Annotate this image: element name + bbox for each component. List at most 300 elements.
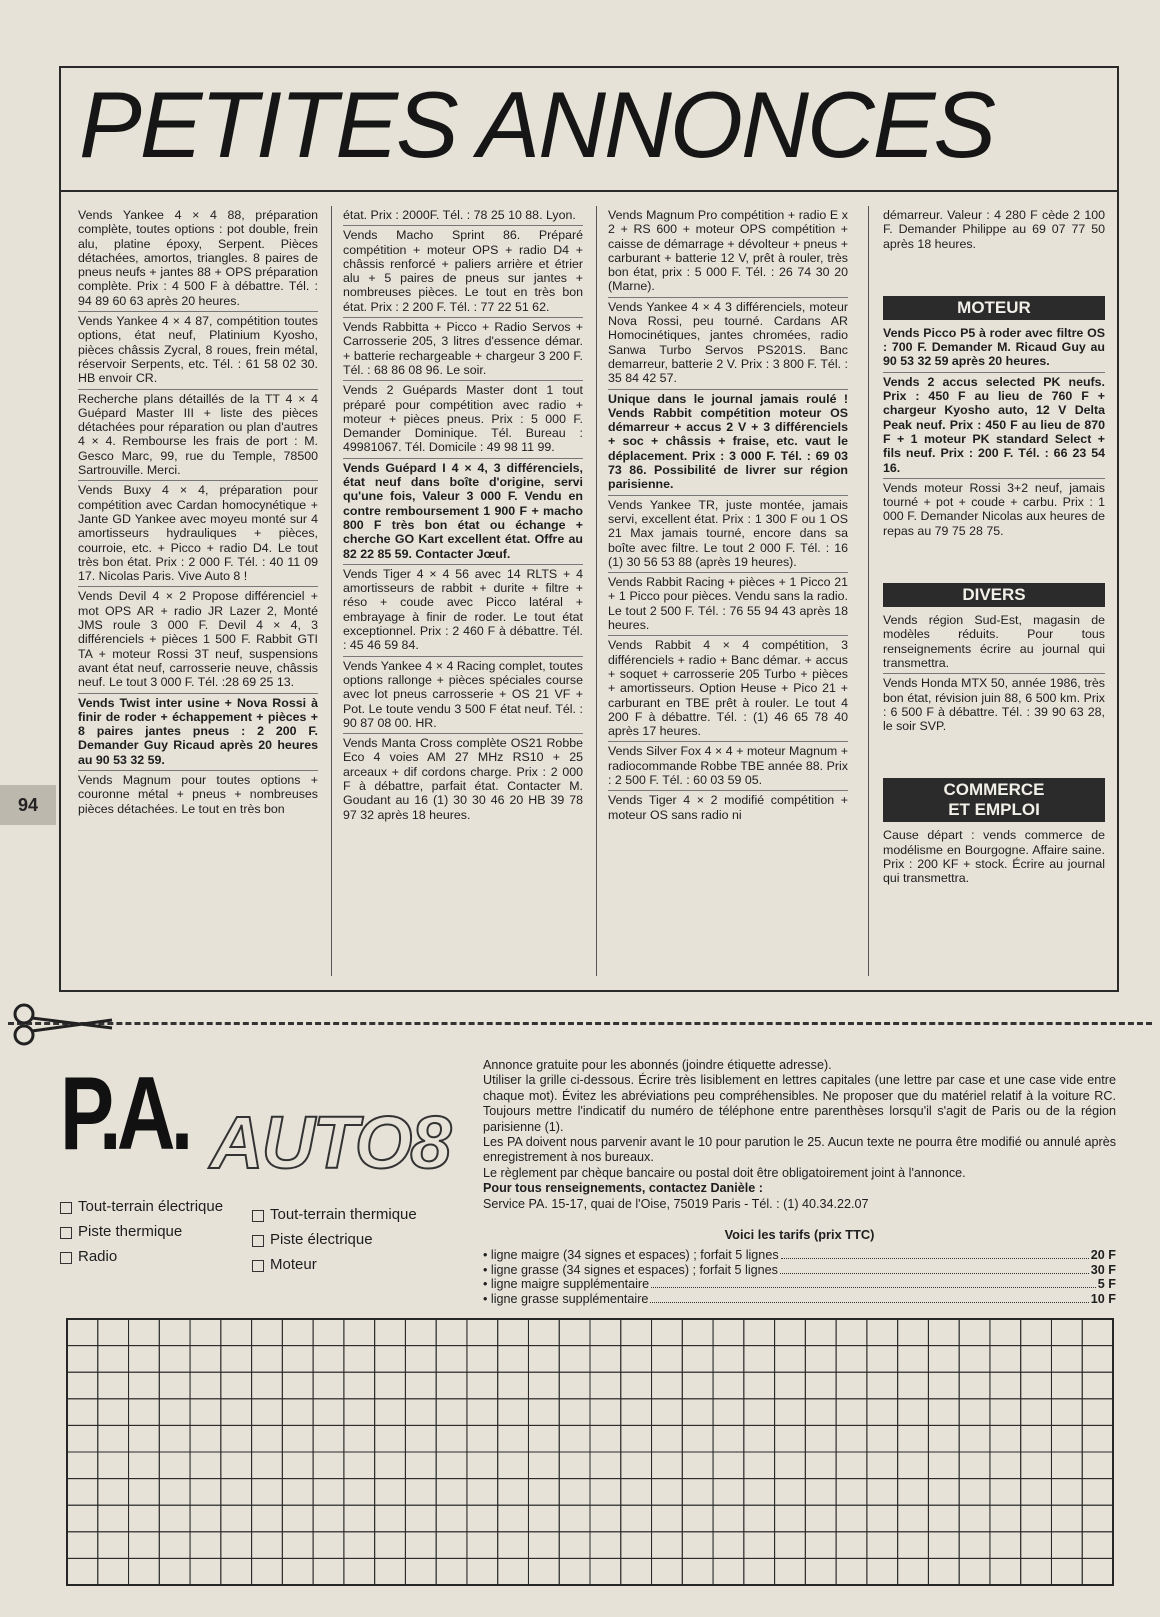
grid-cell[interactable] <box>498 1558 529 1585</box>
grid-cell[interactable] <box>744 1452 775 1479</box>
grid-cell[interactable] <box>867 1346 898 1373</box>
grid-cell[interactable] <box>713 1558 744 1585</box>
grid-cell[interactable] <box>775 1479 806 1506</box>
grid-cell[interactable] <box>621 1319 652 1346</box>
grid-cell[interactable] <box>1082 1319 1113 1346</box>
grid-cell[interactable] <box>559 1346 590 1373</box>
grid-cell[interactable] <box>559 1558 590 1585</box>
grid-cell[interactable] <box>98 1452 129 1479</box>
grid-cell[interactable] <box>159 1319 190 1346</box>
grid-cell[interactable] <box>221 1532 252 1559</box>
grid-cell[interactable] <box>652 1558 683 1585</box>
grid-cell[interactable] <box>682 1372 713 1399</box>
grid-cell[interactable] <box>344 1319 375 1346</box>
grid-cell[interactable] <box>159 1532 190 1559</box>
grid-cell[interactable] <box>405 1346 436 1373</box>
category-checkbox[interactable] <box>60 1223 230 1241</box>
grid-cell[interactable] <box>744 1505 775 1532</box>
grid-cell[interactable] <box>775 1505 806 1532</box>
grid-cell[interactable] <box>436 1479 467 1506</box>
grid-cell[interactable] <box>436 1532 467 1559</box>
grid-cell[interactable] <box>682 1452 713 1479</box>
grid-cell[interactable] <box>313 1372 344 1399</box>
grid-cell[interactable] <box>990 1558 1021 1585</box>
grid-cell[interactable] <box>990 1399 1021 1426</box>
grid-cell[interactable] <box>159 1452 190 1479</box>
grid-cell[interactable] <box>467 1505 498 1532</box>
grid-cell[interactable] <box>959 1452 990 1479</box>
grid-cell[interactable] <box>405 1479 436 1506</box>
grid-cell[interactable] <box>590 1532 621 1559</box>
grid-cell[interactable] <box>159 1372 190 1399</box>
grid-cell[interactable] <box>621 1425 652 1452</box>
grid-cell[interactable] <box>805 1372 836 1399</box>
checkbox-icon[interactable] <box>60 1252 72 1264</box>
grid-cell[interactable] <box>67 1399 98 1426</box>
grid-cell[interactable] <box>928 1319 959 1346</box>
grid-cell[interactable] <box>836 1399 867 1426</box>
grid-cell[interactable] <box>559 1319 590 1346</box>
grid-cell[interactable] <box>436 1558 467 1585</box>
grid-cell[interactable] <box>775 1346 806 1373</box>
grid-cell[interactable] <box>190 1479 221 1506</box>
grid-cell[interactable] <box>313 1558 344 1585</box>
grid-cell[interactable] <box>621 1505 652 1532</box>
grid-cell[interactable] <box>159 1558 190 1585</box>
grid-cell[interactable] <box>252 1505 283 1532</box>
grid-cell[interactable] <box>867 1319 898 1346</box>
grid-cell[interactable] <box>190 1346 221 1373</box>
grid-cell[interactable] <box>1021 1452 1052 1479</box>
grid-cell[interactable] <box>621 1399 652 1426</box>
grid-cell[interactable] <box>436 1319 467 1346</box>
grid-cell[interactable] <box>928 1558 959 1585</box>
grid-cell[interactable] <box>959 1399 990 1426</box>
grid-cell[interactable] <box>1021 1558 1052 1585</box>
grid-cell[interactable] <box>898 1399 929 1426</box>
grid-cell[interactable] <box>405 1558 436 1585</box>
grid-cell[interactable] <box>682 1532 713 1559</box>
grid-cell[interactable] <box>928 1372 959 1399</box>
grid-cell[interactable] <box>928 1505 959 1532</box>
grid-cell[interactable] <box>775 1372 806 1399</box>
grid-cell[interactable] <box>1021 1319 1052 1346</box>
grid-cell[interactable] <box>159 1505 190 1532</box>
grid-cell[interactable] <box>498 1479 529 1506</box>
grid-cell[interactable] <box>67 1558 98 1585</box>
grid-cell[interactable] <box>221 1346 252 1373</box>
grid-cell[interactable] <box>559 1479 590 1506</box>
grid-cell[interactable] <box>129 1425 160 1452</box>
grid-cell[interactable] <box>528 1558 559 1585</box>
grid-cell[interactable] <box>652 1479 683 1506</box>
grid-cell[interactable] <box>528 1319 559 1346</box>
grid-cell[interactable] <box>959 1372 990 1399</box>
grid-cell[interactable] <box>1021 1505 1052 1532</box>
grid-cell[interactable] <box>498 1425 529 1452</box>
grid-cell[interactable] <box>221 1452 252 1479</box>
grid-cell[interactable] <box>528 1532 559 1559</box>
grid-cell[interactable] <box>467 1479 498 1506</box>
grid-cell[interactable] <box>67 1452 98 1479</box>
grid-cell[interactable] <box>67 1479 98 1506</box>
grid-cell[interactable] <box>498 1372 529 1399</box>
grid-cell[interactable] <box>375 1372 406 1399</box>
grid-cell[interactable] <box>528 1479 559 1506</box>
grid-cell[interactable] <box>590 1425 621 1452</box>
grid-cell[interactable] <box>375 1505 406 1532</box>
grid-cell[interactable] <box>528 1372 559 1399</box>
grid-cell[interactable] <box>221 1399 252 1426</box>
grid-cell[interactable] <box>621 1452 652 1479</box>
grid-cell[interactable] <box>682 1399 713 1426</box>
grid-cell[interactable] <box>252 1346 283 1373</box>
grid-cell[interactable] <box>375 1452 406 1479</box>
grid-cell[interactable] <box>744 1425 775 1452</box>
grid-cell[interactable] <box>590 1479 621 1506</box>
grid-cell[interactable] <box>652 1452 683 1479</box>
grid-cell[interactable] <box>67 1425 98 1452</box>
grid-cell[interactable] <box>159 1399 190 1426</box>
grid-cell[interactable] <box>375 1479 406 1506</box>
grid-cell[interactable] <box>805 1452 836 1479</box>
grid-cell[interactable] <box>744 1372 775 1399</box>
grid-cell[interactable] <box>498 1399 529 1426</box>
grid-cell[interactable] <box>559 1532 590 1559</box>
grid-cell[interactable] <box>682 1558 713 1585</box>
grid-cell[interactable] <box>190 1319 221 1346</box>
grid-cell[interactable] <box>836 1319 867 1346</box>
grid-cell[interactable] <box>405 1532 436 1559</box>
grid-cell[interactable] <box>652 1399 683 1426</box>
grid-cell[interactable] <box>1051 1346 1082 1373</box>
grid-cell[interactable] <box>1021 1399 1052 1426</box>
grid-cell[interactable] <box>190 1558 221 1585</box>
grid-cell[interactable] <box>898 1346 929 1373</box>
grid-cell[interactable] <box>928 1399 959 1426</box>
grid-cell[interactable] <box>313 1505 344 1532</box>
grid-cell[interactable] <box>1051 1452 1082 1479</box>
grid-cell[interactable] <box>1051 1425 1082 1452</box>
grid-cell[interactable] <box>928 1425 959 1452</box>
grid-cell[interactable] <box>867 1372 898 1399</box>
grid-cell[interactable] <box>713 1532 744 1559</box>
grid-cell[interactable] <box>252 1399 283 1426</box>
grid-cell[interactable] <box>713 1372 744 1399</box>
grid-cell[interactable] <box>805 1479 836 1506</box>
grid-cell[interactable] <box>867 1558 898 1585</box>
grid-cell[interactable] <box>344 1346 375 1373</box>
category-checkbox[interactable] <box>252 1206 422 1224</box>
grid-cell[interactable] <box>805 1425 836 1452</box>
grid-cell[interactable] <box>990 1425 1021 1452</box>
grid-cell[interactable] <box>959 1425 990 1452</box>
grid-cell[interactable] <box>190 1399 221 1426</box>
grid-cell[interactable] <box>98 1372 129 1399</box>
grid-cell[interactable] <box>990 1452 1021 1479</box>
grid-cell[interactable] <box>159 1479 190 1506</box>
grid-cell[interactable] <box>375 1319 406 1346</box>
grid-cell[interactable] <box>959 1319 990 1346</box>
grid-cell[interactable] <box>1082 1558 1113 1585</box>
grid-cell[interactable] <box>498 1319 529 1346</box>
grid-cell[interactable] <box>990 1372 1021 1399</box>
grid-cell[interactable] <box>836 1558 867 1585</box>
grid-cell[interactable] <box>775 1532 806 1559</box>
grid-cell[interactable] <box>282 1372 313 1399</box>
grid-cell[interactable] <box>436 1505 467 1532</box>
grid-cell[interactable] <box>129 1558 160 1585</box>
grid-cell[interactable] <box>344 1425 375 1452</box>
grid-cell[interactable] <box>744 1558 775 1585</box>
grid-cell[interactable] <box>682 1479 713 1506</box>
grid-cell[interactable] <box>1051 1505 1082 1532</box>
grid-cell[interactable] <box>129 1372 160 1399</box>
grid-cell[interactable] <box>775 1399 806 1426</box>
grid-cell[interactable] <box>375 1399 406 1426</box>
grid-cell[interactable] <box>713 1479 744 1506</box>
grid-cell[interactable] <box>467 1372 498 1399</box>
grid-cell[interactable] <box>682 1346 713 1373</box>
checkbox-icon[interactable] <box>60 1202 72 1214</box>
grid-cell[interactable] <box>129 1452 160 1479</box>
grid-cell[interactable] <box>221 1479 252 1506</box>
grid-cell[interactable] <box>252 1372 283 1399</box>
grid-cell[interactable] <box>836 1425 867 1452</box>
grid-cell[interactable] <box>405 1319 436 1346</box>
grid-cell[interactable] <box>436 1372 467 1399</box>
grid-cell[interactable] <box>282 1558 313 1585</box>
grid-cell[interactable] <box>1051 1319 1082 1346</box>
grid-cell[interactable] <box>744 1399 775 1426</box>
grid-cell[interactable] <box>190 1372 221 1399</box>
checkbox-icon[interactable] <box>252 1260 264 1272</box>
grid-cell[interactable] <box>775 1425 806 1452</box>
grid-cell[interactable] <box>928 1479 959 1506</box>
grid-cell[interactable] <box>867 1505 898 1532</box>
grid-cell[interactable] <box>590 1399 621 1426</box>
grid-cell[interactable] <box>98 1558 129 1585</box>
grid-cell[interactable] <box>98 1532 129 1559</box>
grid-cell[interactable] <box>436 1346 467 1373</box>
grid-cell[interactable] <box>1082 1346 1113 1373</box>
grid-cell[interactable] <box>498 1452 529 1479</box>
grid-cell[interactable] <box>775 1558 806 1585</box>
grid-cell[interactable] <box>836 1346 867 1373</box>
grid-cell[interactable] <box>282 1319 313 1346</box>
grid-cell[interactable] <box>67 1319 98 1346</box>
grid-cell[interactable] <box>528 1505 559 1532</box>
grid-cell[interactable] <box>959 1505 990 1532</box>
grid-cell[interactable] <box>652 1346 683 1373</box>
checkbox-icon[interactable] <box>252 1235 264 1247</box>
grid-cell[interactable] <box>805 1505 836 1532</box>
grid-cell[interactable] <box>836 1532 867 1559</box>
grid-cell[interactable] <box>1082 1425 1113 1452</box>
grid-cell[interactable] <box>313 1346 344 1373</box>
grid-cell[interactable] <box>190 1505 221 1532</box>
grid-cell[interactable] <box>375 1425 406 1452</box>
grid-cell[interactable] <box>1082 1505 1113 1532</box>
grid-cell[interactable] <box>713 1399 744 1426</box>
grid-cell[interactable] <box>621 1346 652 1373</box>
grid-cell[interactable] <box>375 1346 406 1373</box>
grid-cell[interactable] <box>652 1425 683 1452</box>
grid-cell[interactable] <box>436 1425 467 1452</box>
grid-cell[interactable] <box>159 1346 190 1373</box>
grid-cell[interactable] <box>467 1399 498 1426</box>
grid-cell[interactable] <box>1021 1425 1052 1452</box>
grid-cell[interactable] <box>467 1532 498 1559</box>
grid-cell[interactable] <box>898 1505 929 1532</box>
grid-cell[interactable] <box>190 1425 221 1452</box>
grid-cell[interactable] <box>498 1505 529 1532</box>
grid-cell[interactable] <box>344 1372 375 1399</box>
grid-cell[interactable] <box>467 1452 498 1479</box>
grid-cell[interactable] <box>467 1346 498 1373</box>
grid-cell[interactable] <box>867 1399 898 1426</box>
grid-cell[interactable] <box>313 1399 344 1426</box>
grid-cell[interactable] <box>836 1505 867 1532</box>
grid-cell[interactable] <box>867 1425 898 1452</box>
grid-cell[interactable] <box>190 1532 221 1559</box>
grid-cell[interactable] <box>559 1372 590 1399</box>
grid-cell[interactable] <box>898 1479 929 1506</box>
grid-cell[interactable] <box>252 1479 283 1506</box>
grid-cell[interactable] <box>652 1319 683 1346</box>
grid-cell[interactable] <box>129 1399 160 1426</box>
grid-cell[interactable] <box>1051 1532 1082 1559</box>
grid-cell[interactable] <box>990 1532 1021 1559</box>
grid-cell[interactable] <box>436 1452 467 1479</box>
grid-cell[interactable] <box>129 1532 160 1559</box>
grid-cell[interactable] <box>67 1346 98 1373</box>
grid-cell[interactable] <box>467 1319 498 1346</box>
grid-cell[interactable] <box>313 1425 344 1452</box>
grid-cell[interactable] <box>252 1452 283 1479</box>
grid-cell[interactable] <box>98 1479 129 1506</box>
grid-cell[interactable] <box>467 1558 498 1585</box>
grid-cell[interactable] <box>67 1532 98 1559</box>
grid-cell[interactable] <box>590 1346 621 1373</box>
grid-cell[interactable] <box>252 1532 283 1559</box>
grid-cell[interactable] <box>898 1319 929 1346</box>
grid-cell[interactable] <box>467 1425 498 1452</box>
letter-grid[interactable] <box>65 1317 1115 1587</box>
grid-cell[interactable] <box>405 1425 436 1452</box>
grid-cell[interactable] <box>836 1479 867 1506</box>
grid-cell[interactable] <box>744 1346 775 1373</box>
grid-cell[interactable] <box>129 1505 160 1532</box>
grid-cell[interactable] <box>1021 1479 1052 1506</box>
grid-cell[interactable] <box>528 1452 559 1479</box>
grid-cell[interactable] <box>344 1505 375 1532</box>
grid-cell[interactable] <box>1051 1558 1082 1585</box>
grid-cell[interactable] <box>775 1319 806 1346</box>
grid-cell[interactable] <box>652 1372 683 1399</box>
grid-cell[interactable] <box>652 1505 683 1532</box>
grid-cell[interactable] <box>282 1425 313 1452</box>
grid-cell[interactable] <box>867 1532 898 1559</box>
grid-cell[interactable] <box>313 1452 344 1479</box>
grid-cell[interactable] <box>990 1479 1021 1506</box>
grid-cell[interactable] <box>898 1372 929 1399</box>
grid-cell[interactable] <box>990 1346 1021 1373</box>
grid-cell[interactable] <box>590 1558 621 1585</box>
grid-cell[interactable] <box>959 1479 990 1506</box>
grid-cell[interactable] <box>405 1399 436 1426</box>
grid-cell[interactable] <box>1082 1479 1113 1506</box>
grid-cell[interactable] <box>713 1505 744 1532</box>
grid-cell[interactable] <box>713 1425 744 1452</box>
grid-cell[interactable] <box>959 1532 990 1559</box>
grid-cell[interactable] <box>590 1372 621 1399</box>
grid-cell[interactable] <box>67 1372 98 1399</box>
grid-cell[interactable] <box>221 1319 252 1346</box>
grid-cell[interactable] <box>344 1532 375 1559</box>
grid-cell[interactable] <box>98 1399 129 1426</box>
grid-cell[interactable] <box>805 1319 836 1346</box>
grid-cell[interactable] <box>282 1532 313 1559</box>
grid-cell[interactable] <box>528 1346 559 1373</box>
grid-cell[interactable] <box>559 1505 590 1532</box>
grid-cell[interactable] <box>590 1452 621 1479</box>
grid-cell[interactable] <box>744 1532 775 1559</box>
grid-cell[interactable] <box>559 1399 590 1426</box>
grid-cell[interactable] <box>682 1505 713 1532</box>
category-checkbox[interactable] <box>252 1256 422 1274</box>
grid-cell[interactable] <box>621 1479 652 1506</box>
grid-cell[interactable] <box>405 1505 436 1532</box>
grid-cell[interactable] <box>344 1479 375 1506</box>
grid-cell[interactable] <box>159 1425 190 1452</box>
grid-cell[interactable] <box>129 1319 160 1346</box>
grid-cell[interactable] <box>898 1532 929 1559</box>
grid-cell[interactable] <box>375 1558 406 1585</box>
grid-cell[interactable] <box>590 1505 621 1532</box>
grid-cell[interactable] <box>898 1452 929 1479</box>
grid-cell[interactable] <box>528 1425 559 1452</box>
grid-cell[interactable] <box>713 1346 744 1373</box>
grid-cell[interactable] <box>282 1346 313 1373</box>
category-checkbox[interactable] <box>60 1198 230 1216</box>
grid-cell[interactable] <box>652 1532 683 1559</box>
grid-cell[interactable] <box>805 1346 836 1373</box>
grid-cell[interactable] <box>313 1532 344 1559</box>
grid-cell[interactable] <box>590 1319 621 1346</box>
grid-cell[interactable] <box>713 1452 744 1479</box>
grid-cell[interactable] <box>98 1505 129 1532</box>
grid-cell[interactable] <box>928 1452 959 1479</box>
grid-cell[interactable] <box>405 1452 436 1479</box>
grid-cell[interactable] <box>1082 1372 1113 1399</box>
grid-cell[interactable] <box>498 1346 529 1373</box>
grid-cell[interactable] <box>836 1452 867 1479</box>
grid-cell[interactable] <box>190 1452 221 1479</box>
grid-cell[interactable] <box>621 1372 652 1399</box>
grid-cell[interactable] <box>682 1425 713 1452</box>
grid-cell[interactable] <box>1021 1346 1052 1373</box>
grid-cell[interactable] <box>990 1505 1021 1532</box>
grid-cell[interactable] <box>252 1425 283 1452</box>
grid-cell[interactable] <box>836 1372 867 1399</box>
grid-cell[interactable] <box>1082 1532 1113 1559</box>
grid-cell[interactable] <box>436 1399 467 1426</box>
grid-cell[interactable] <box>344 1558 375 1585</box>
grid-cell[interactable] <box>559 1452 590 1479</box>
grid-cell[interactable] <box>1051 1399 1082 1426</box>
grid-cell[interactable] <box>252 1319 283 1346</box>
